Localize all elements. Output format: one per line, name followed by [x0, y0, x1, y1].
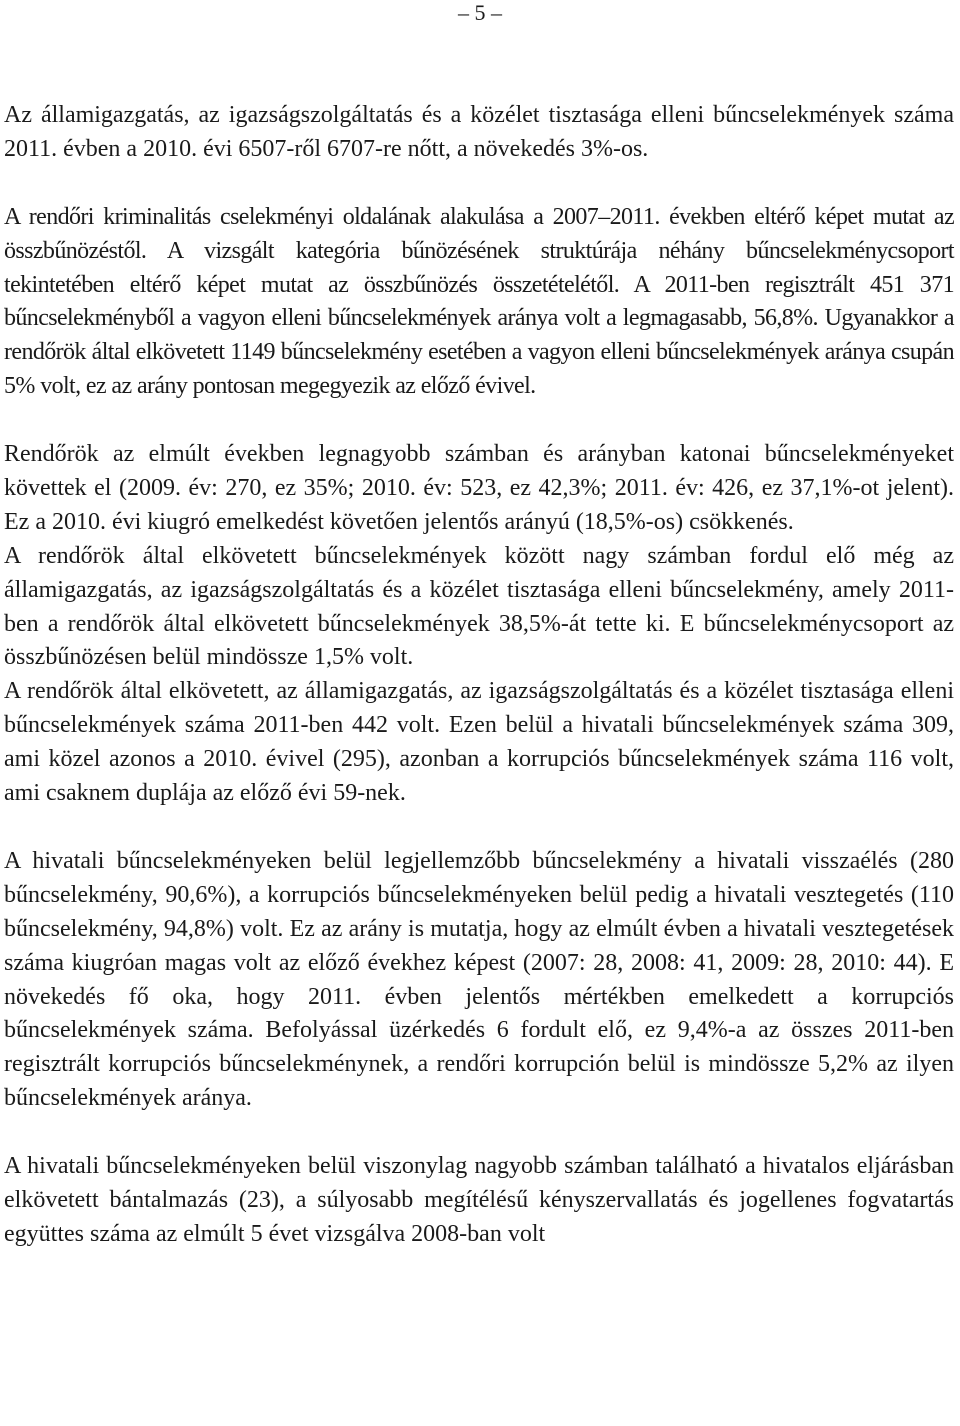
page-body: [4, 99, 954, 1252]
paragraph-public-administration-offenses: A rendőrök által elkövetett bűncselekmények között nagy számban fordul elő még az államigazgatás, az igazságszolgáltatás és a közélet tisztasága elleni bűncselekmény, amely 2011-ben a rendőrök által elkövetett bűncselekmények 38,5%-át tette ki. E bűncselekménycsoport az összbűnözésen belül mindössze 1,5% volt.: [4, 542, 954, 671]
paragraph-police-criminality-structure: A rendőri kriminalitás cselekményi oldalának alakulása a 2007–2011. években eltérő képet mutat az összbűnözéstől. A vizsgált kategória bűnözésének struktúrája néhány bűncselekménycsoport tekintetében eltérő képet mutat az összbűnözés összetételétől. A 2011-ben regisztrált 451 371 bűncselekményből a vagyon elleni bűncselekmények aránya volt a legmagasabb, 56,8%. Ugyanakkor a rendőrök által elkövetett 1149 bűncselekmény esetében a vagyon elleni bűncselekmények aránya csupán 5% volt, ez az arány pontosan megegyezik az előző évivel.: [4, 203, 954, 400]
page-number: – 5 –: [458, 0, 502, 25]
paragraph-offense-count: Az államigazgatás, az igazságszolgáltatás és a közélet tisztasága elleni bűncselekmények száma 2011. évben a 2010. évi 6507-ről 6707-re nőtt, a növekedés 3%-os.: [4, 102, 954, 162]
paragraph-official-abuse-bribery: A hivatali bűncselekményeken belül legjellemzőbb bűncselekmény a hivatali visszaélés (280 bűncselekmény, 90,6%), a korrupciós bűncselekményeken belül pedig a hivatali vesztegetés (110 bűncselekmény, 94,8%) volt. Ez az arány is mutatja, hogy az elmúlt évben a hivatali vesztegetések száma kiugróan magas volt az előző évekhez képest (2007: 28, 2008: 41, 2009: 28, 2010: 44). E növekedés fő oka, hogy 2011. évben jelentős mértékben emelkedett a korrupciós bűncselekmények száma. Befolyással üzérkedés 6 fordult elő, ez 9,4%-a az összes 2011-ben regisztrált korrupciós bűncselekménynek, a rendőri korrupción belül is mindössze 5,2% az ilyen bűncselekmények aránya.: [4, 847, 954, 1112]
paragraph-official-corruption-offenses: A rendőrök által elkövetett, az államigazgatás, az igazságszolgáltatás és a közélet tisztasága elleni bűncselekmények száma 2011-ben 442 volt. Ezen belül a hivatali bűncselekmények száma 309, ami közel azonos a 2010. évivel (295), azonban a korrupciós bűncselekmények száma 116 volt, ami csaknem duplája az előző évi 59-nek.: [4, 678, 954, 807]
paragraph-military-offenses: Rendőrök az elmúlt években legnagyobb számban és arányban katonai bűncselekményeket követtek el (2009. év: 270, ez 35%; 2010. év: 523, ez 42,3%; 2011. év: 426, ez 37,1%-ot jelent). Ez a 2010. évi kiugró emelkedést követően jelentős arányú (18,5%-os) csökkenés.: [4, 441, 954, 535]
paragraph-official-procedure-assault: A hivatali bűncselekményeken belül viszonylag nagyobb számban található a hivatalos eljárásban elkövetett bántalmazás (23), a súlyosabb megítélésű kényszervallatás és jogellenes fogvatartás együttes száma az elmúlt 5 évet vizsgálva 2008-ban volt: [4, 1153, 954, 1247]
